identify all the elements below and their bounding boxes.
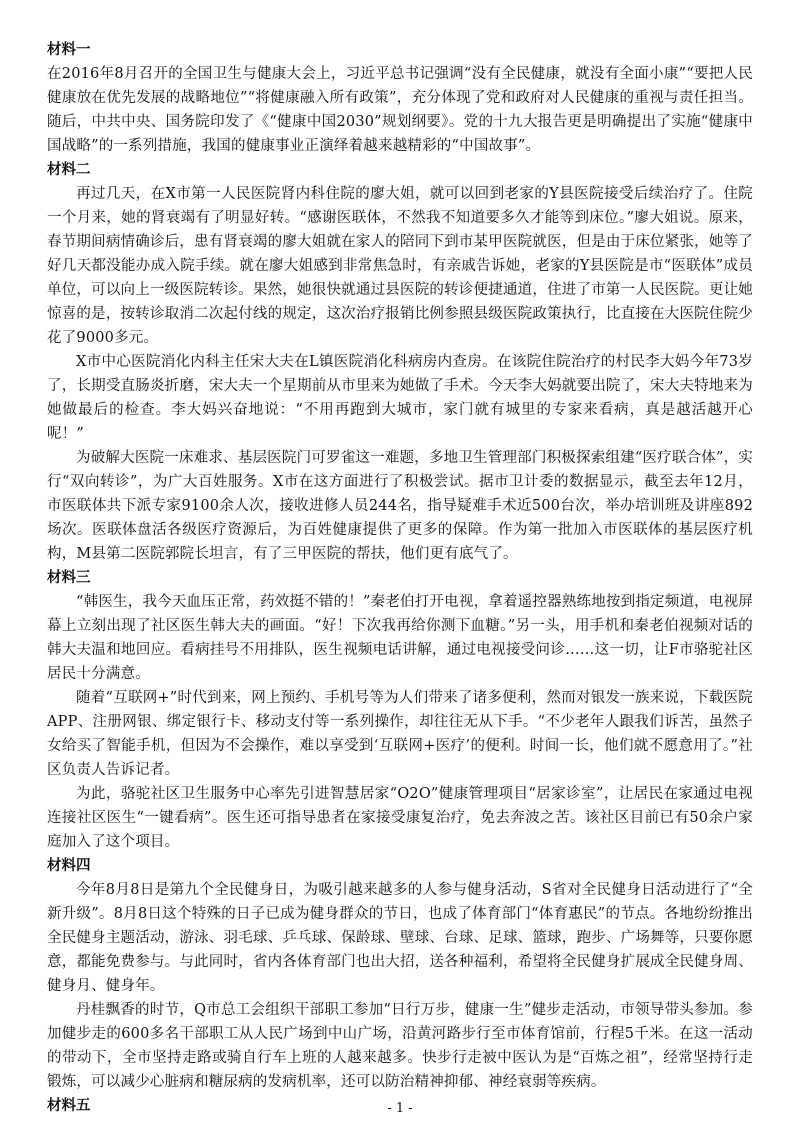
paragraph: 再过几天，在X市第一人民医院肾内科住院的廖大姐，就可以回到老家的Y县医院接受后续治疗了。住院一个月来，她的肾衰竭有了明显好转。“感谢医联体，不然我不知道要多久才能等到床位。”廖大姐说。原来，春节期间病情确诊后，患有肾衰竭的廖大姐就在家人的陪同下到市某甲医院就医，但是由于床位紧张，她等了好几天都没能办成入院手续。就在廖大姐感到非常焦急时，有亲戚告诉她，老家的Y县医院是市“医联体”成员单位，可以向上一级医院转诊。果然，她很快就通过县医院的转诊便捷通道，住进了市第一人民医院。更让她惊喜的是，按转诊取消二次起付线的规定，这次治疗报销比例参照县级医院政策执行，比直接在大医院住院少花了9000多元。 [47,186,753,346]
paragraph: 在2016年8月召开的全国卫生与健康大会上，习近平总书记强调“没有全民健康，就没有全面小康”“要把人民健康放在优先发展的战略地位”“将健康融入所有政策”，充分体现了党和政府对人民健康的重视与责任担当。随后，中共中央、国务院印发了《“健康中国2030”规划纲要》。党的十九大报告更是明确提出了实施“健康中国战略”的一系列措施，我国的健康事业正演绎着越来越精彩的“中国故事”。 [47,66,753,154]
paragraph: 随着“互联网+”时代到来，网上预约、手机号等为人们带来了诸多便利，然而对银发一族来说，下载医院APP、注册网银、绑定银行卡、移动支付等一系列操作，却往往无从下手。“不少老年人跟我们诉苦，虽然子女给买了智能手机，但因为不会操作，难以享受到‘互联网+医疗’的便利。时间一长，他们就不愿意用了。”社区负责人告诉记者。 [47,690,753,778]
paragraph: 为破解大医院一床难求、基层医院门可罗雀这一难题，多地卫生管理部门积极探索组建“医疗联合体”，实行“双向转诊”，为广大百姓服务。X市在这方面进行了积极尝试。据市卫计委的数据显示，截至去年12月，市医联体共下派专家9100余人次，接收进修人员244名，指导疑难手术近500台次，举办培训班及讲座892场次。医联体盘活各级医疗资源后，为百姓健康提供了更多的保障。作为第一批加入市医联体的基层医疗机构，M县第二医院郭院长坦言，有了三甲医院的帮扶，他们更有底气了。 [47,450,753,562]
paragraph: X市中心医院消化内科主任宋大夫在L镇医院消化科病房内查房。在该院住院治疗的村民李大妈今年73岁了，长期受直肠炎折磨，宋大夫一个星期前从市里来为她做了手术。今天李大妈就要出院了，宋大夫特地来为她做最后的检查。李大妈兴奋地说：“不用再跑到大城市，家门就有城里的专家来看病，真是越活越开心呢！” [47,354,753,442]
paragraph: 今年8月8日是第九个全民健身日，为吸引越来越多的人参与健身活动，S省对全民健身日活动进行了“全新升级”。8月8日这个特殊的日子已成为健身群众的节日，也成了体育部门“体育惠民”的节点。各地纷纷推出全民健身主题活动，游泳、羽毛球、乒乓球、保龄球、壁球、台球、足球、篮球，跑步、广场舞等，只要你愿意，都能免费参与。与此同时，省内各体育部门也出大招，送各种福利，希望将全民健身扩展成全民健身周、健身月、健身年。 [47,882,753,994]
paragraph: “韩医生，我今天血压正常，药效挺不错的！”秦老伯打开电视，拿着遥控器熟练地按到指定频道，电视屏幕上立刻出现了社区医生韩大夫的画面。“好！下次我再给你测下血糖。”另一头，用手机和秦老伯视频对话的韩大夫温和地回应。看病挂号不用排队，医生视频电话讲解，通过电视接受问诊……这一切，让F市骆驼社区居民十分满意。 [47,594,753,682]
document-page [47,38,753,1118]
paragraph: 丹桂飘香的时节，Q市总工会组织干部职工参加“日行万步，健康一生”健步走活动，市领导带头参加。参加健步走的600多名干部职工从人民广场到中山广场，沿黄河路步行至市体育馆前，行程5千米。在这一活动的带动下，全市坚持走路或骑自行车上班的人越来越多。快步行走被中医认为是“百炼之祖”，经常坚持行走锻炼，可以减少心脏病和糖尿病的发病机率，还可以防治精神抑郁、神经衰弱等疾病。 [47,1002,753,1090]
section-heading-3: 材料三 [47,570,91,586]
section-heading-2: 材料二 [47,162,91,178]
section-heading-4: 材料四 [47,858,91,874]
paragraph: 为此，骆驼社区卫生服务中心率先引进智慧居家“O2O”健康管理项目“居家诊室”，让居民在家通过电视连接社区医生“一键看病”。医生还可指导患者在家接受康复治疗，免去奔波之苦。该社区目前已有50余户家庭加入了这个项目。 [47,786,753,850]
section-heading-5: 材料五 [47,1098,91,1114]
section-heading-1: 材料一 [47,42,91,58]
page-number: - 1 - [387,1101,413,1116]
